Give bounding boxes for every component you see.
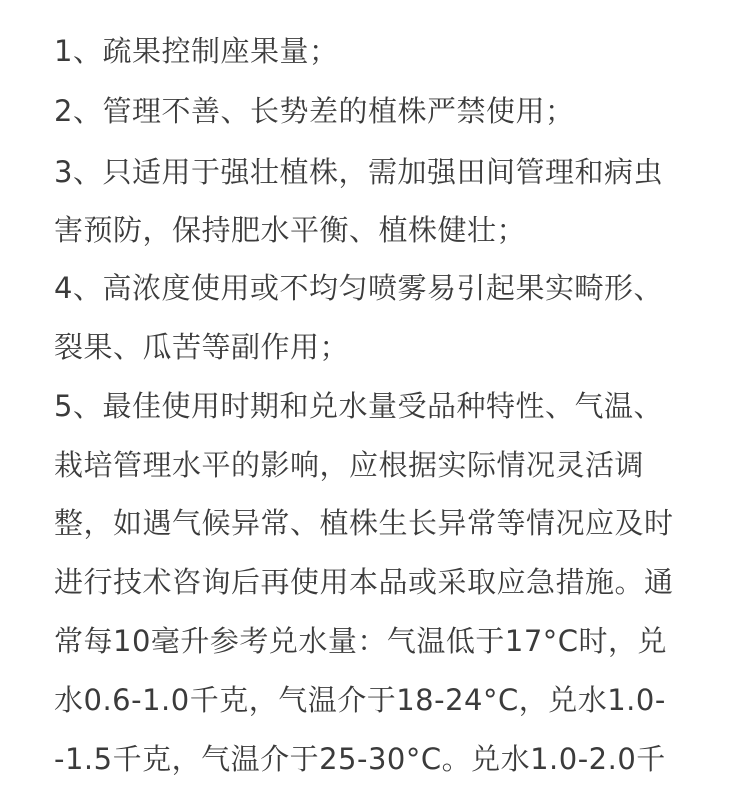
text-line: 进行技术咨询后再使用本品或采取应急措施。通 <box>54 565 674 599</box>
text-line: 3、只适用于强壮植株，需加强田间管理和病虫 <box>54 155 663 189</box>
text-line: 1、疏果控制座果量； <box>54 34 339 68</box>
text-line: 害预防，保持肥水平衡、植株健壮； <box>54 213 527 247</box>
text-line: -1.5千克，气温介于25-30°C。兑水1.0-2.0千 <box>54 742 666 776</box>
text-line: 栽培管理水平的影响，应根据实际情况灵活调 <box>54 448 645 482</box>
text-line: 4、高浓度使用或不均匀喷雾易引起果实畸形、 <box>54 271 663 305</box>
text-line: 裂果、瓜苦等副作用； <box>54 330 350 364</box>
text-line: 整，如遇气候异常、植株生长异常等情况应及时 <box>54 506 674 540</box>
text-line: 水0.6-1.0千克，气温介于18-24°C，兑水1.0- <box>54 683 666 717</box>
text-line: 常每10毫升参考兑水量：气温低于17°C时，兑 <box>54 624 668 658</box>
text-line: 5、最佳使用时期和兑水量受品种特性、气温、 <box>54 389 663 423</box>
text-line: 2、管理不善、长势差的植株严禁使用； <box>54 94 575 128</box>
